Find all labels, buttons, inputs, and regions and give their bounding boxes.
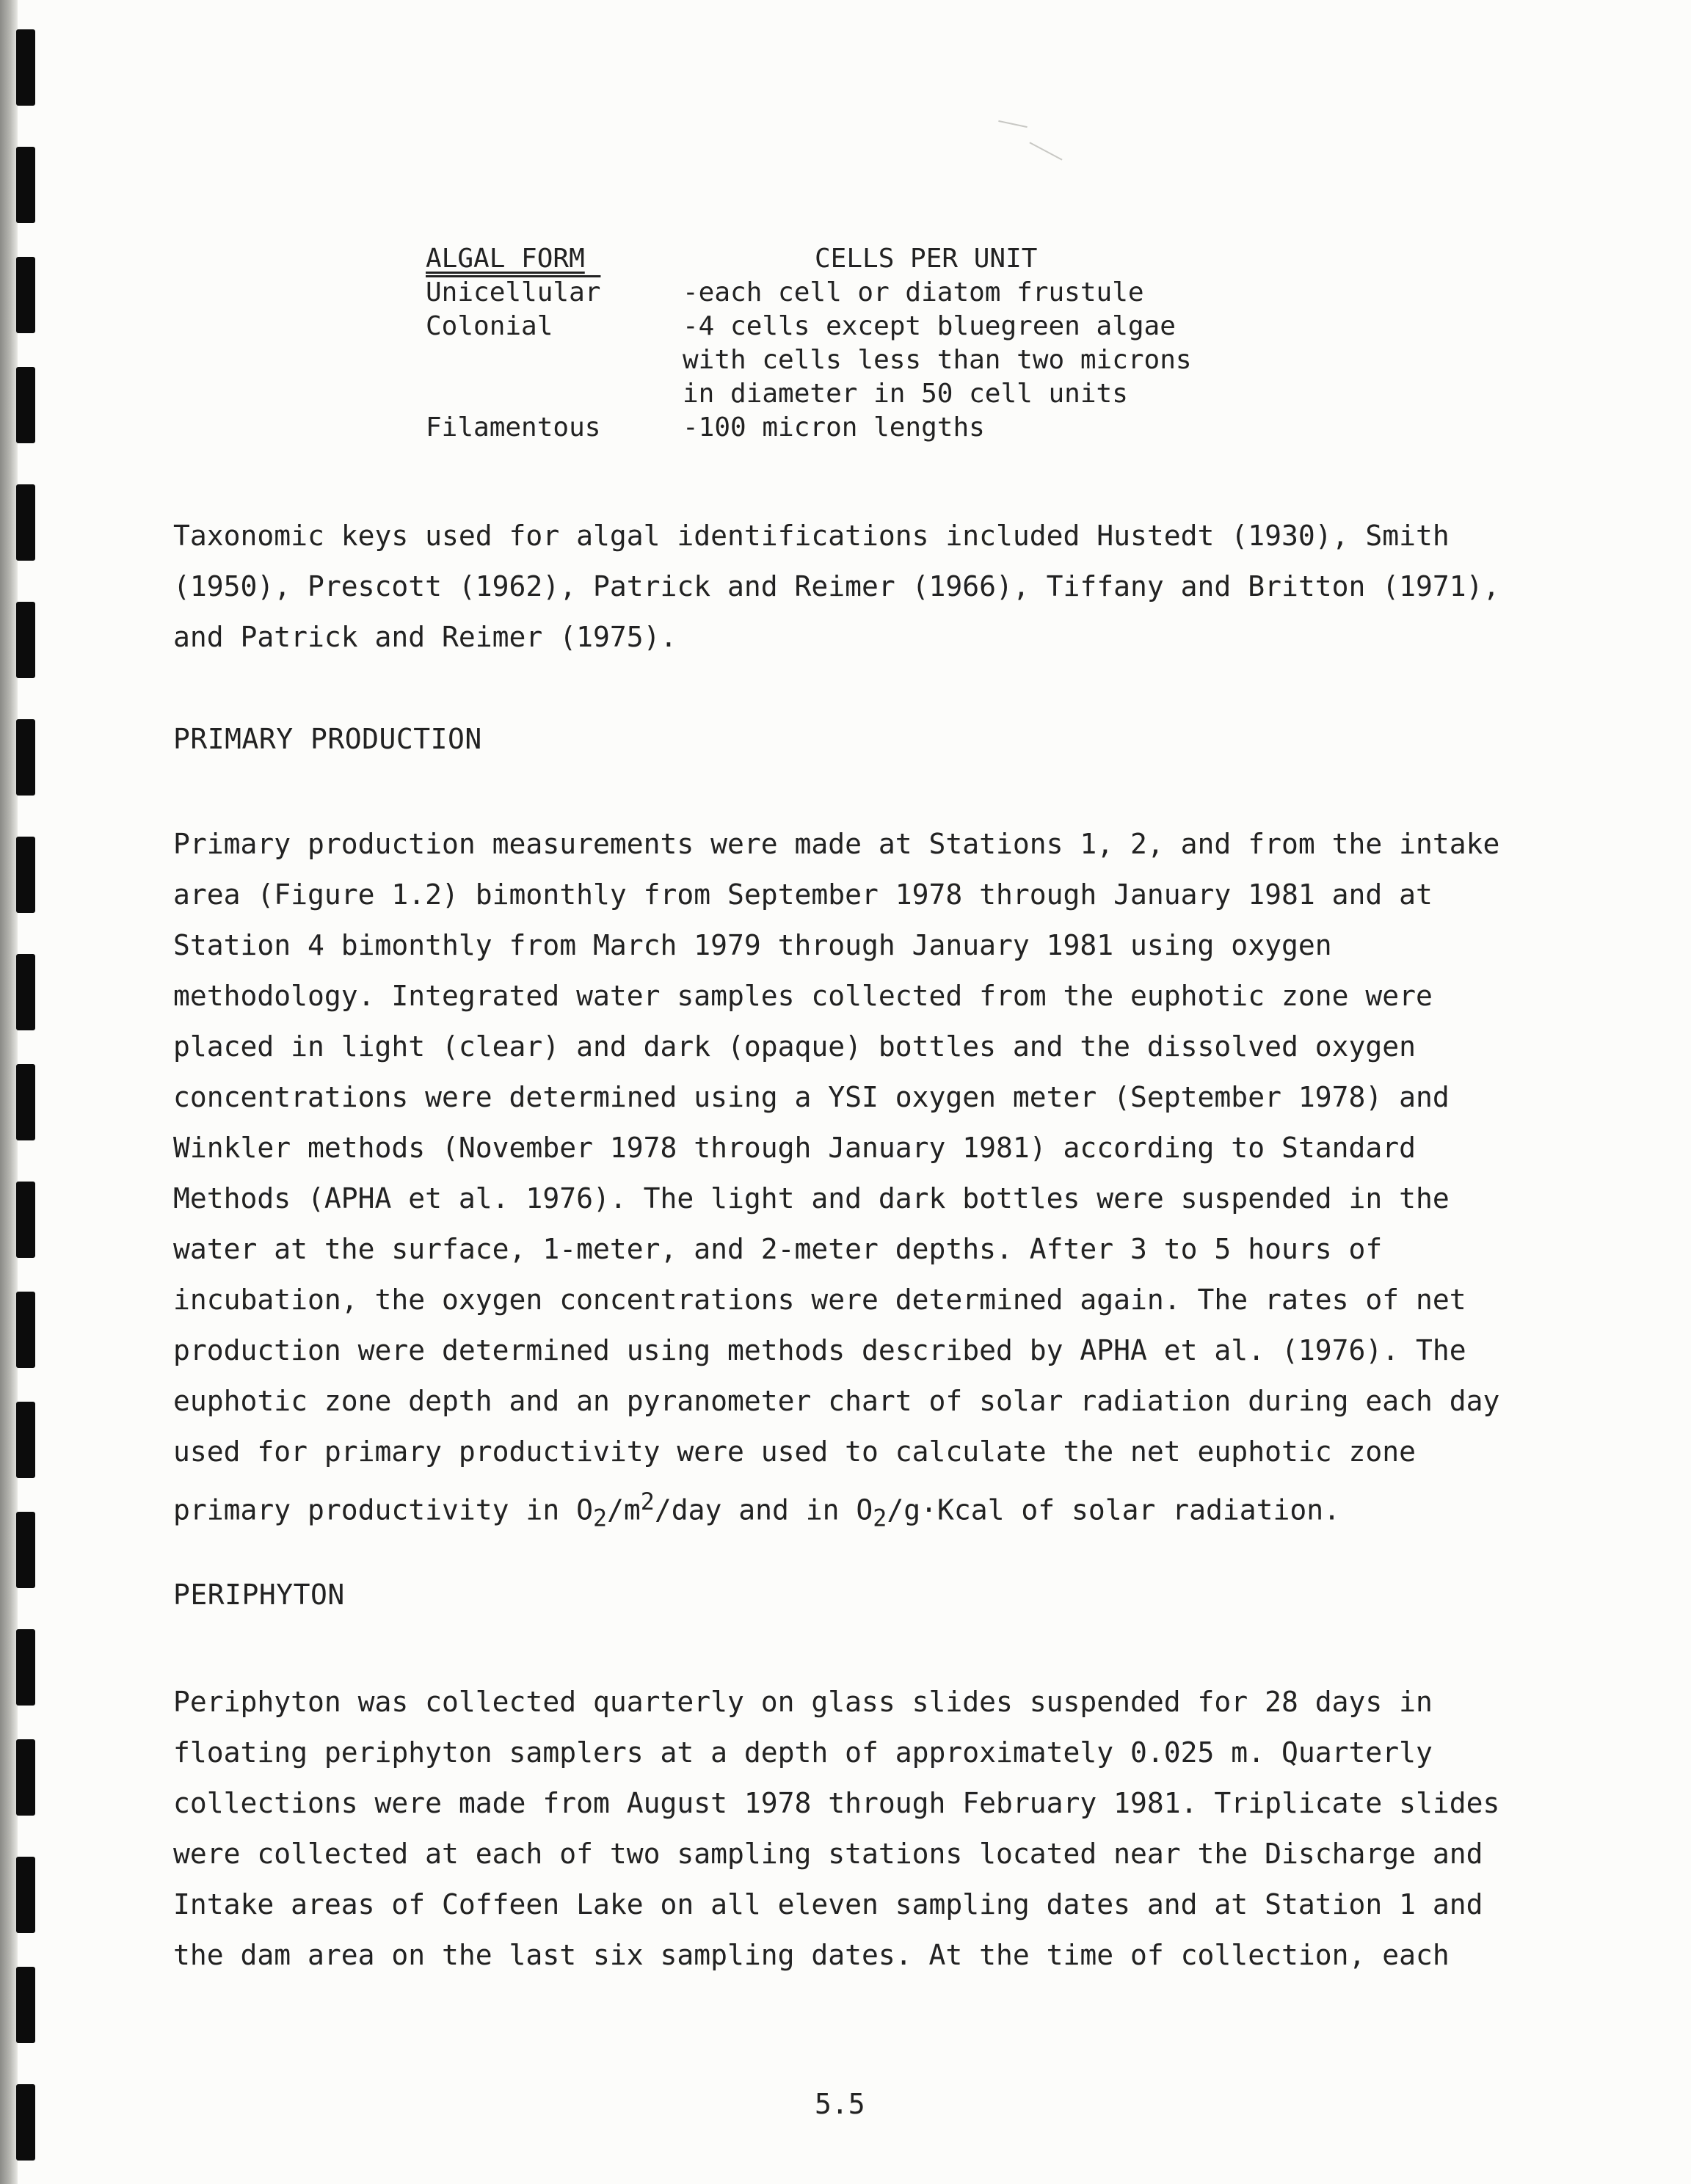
binder-hole — [16, 29, 35, 106]
binder-hole — [16, 837, 35, 913]
paragraph-line-units — [173, 1477, 1538, 1544]
paragraph-line: collections were made from August 1978 through February 1981. Triplicate slides — [173, 1787, 1500, 1819]
periphyton-heading: PERIPHYTON — [173, 1579, 345, 1611]
paragraph-line: area (Figure 1.2) bimonthly from September 1978 through January 1981 and at — [173, 878, 1433, 911]
paragraph-line: Intake areas of Coffeen Lake on all eleven sampling dates and at Station 1 and — [173, 1888, 1483, 1921]
periphyton-paragraph — [173, 1677, 1538, 1981]
paragraph-line: Winkler methods (November 1978 through January 1981) according to Standard — [173, 1132, 1416, 1164]
primary-production-heading: PRIMARY PRODUCTION — [173, 723, 482, 755]
binder-hole — [16, 147, 35, 223]
text-fragment: /g·Kcal of solar radiation. — [887, 1493, 1341, 1526]
paragraph-line: the dam area on the last six sampling dates. At the time of collection, each — [173, 1939, 1450, 1971]
binder-hole — [16, 1182, 35, 1258]
text-fragment: primary productivity in O — [173, 1493, 593, 1526]
text-fragment: /m — [607, 1493, 641, 1526]
binder-hole — [16, 1967, 35, 2043]
scan-edge — [0, 0, 18, 2184]
algal-form-cell: Unicellular — [426, 277, 601, 307]
paragraph-line: (1950), Prescott (1962), Patrick and Reimer (1966), Tiffany and Britton (1971), — [173, 570, 1500, 603]
paragraph-line: euphotic zone depth and an pyranometer chart of solar radiation during each day — [173, 1385, 1500, 1417]
paragraph-line: floating periphyton samplers at a depth of approximately 0.025 m. Quarterly — [173, 1736, 1433, 1769]
binder-hole — [16, 1512, 35, 1588]
primary-production-paragraph — [173, 819, 1538, 1544]
binder-hole — [16, 2084, 35, 2161]
binder-hole — [16, 1629, 35, 1706]
algal-form-table — [426, 242, 1306, 445]
scan-mark — [998, 120, 1028, 128]
paragraph-line: Station 4 bimonthly from March 1979 through January 1981 using oxygen — [173, 929, 1332, 961]
subscript: 2 — [873, 1505, 887, 1532]
paragraph-line: placed in light (clear) and dark (opaque) bottles and the dissolved oxygen — [173, 1030, 1416, 1063]
cells-per-unit-cell: -4 cells except bluegreen algae with cells less than two microns in diameter in 50 cell units — [683, 311, 1192, 409]
cells-per-unit-header: CELLS PER UNIT — [815, 244, 1038, 274]
algal-row-colonial — [426, 310, 1306, 411]
paragraph-line: Periphyton was collected quarterly on glass slides suspended for 28 days in — [173, 1686, 1433, 1718]
paragraph-line: production were determined using methods described by APHA et al. (1976). The — [173, 1334, 1466, 1366]
paragraph-line: Taxonomic keys used for algal identifications included Hustedt (1930), Smith — [173, 520, 1450, 552]
algal-form-cell: Colonial — [426, 311, 553, 341]
paragraph-line: and Patrick and Reimer (1975). — [173, 621, 677, 653]
subscript: 2 — [592, 1505, 608, 1532]
binder-hole — [16, 1402, 35, 1478]
paragraph-line: incubation, the oxygen concentrations were determined again. The rates of net — [173, 1284, 1466, 1316]
algal-form-header: ALGAL FORM — [426, 244, 585, 274]
scan-mark — [1029, 142, 1062, 160]
taxonomy-paragraph — [173, 511, 1538, 663]
text-fragment: /day and in O — [654, 1493, 873, 1526]
binder-holes — [16, 0, 37, 2184]
page-number: 5.5 — [815, 2088, 865, 2120]
binder-hole — [16, 1739, 35, 1816]
binder-hole — [16, 484, 35, 561]
algal-row-unicellular — [426, 276, 1306, 310]
binder-hole — [16, 1292, 35, 1368]
paragraph-line: were collected at each of two sampling stations located near the Discharge and — [173, 1838, 1483, 1870]
paragraph-line: Primary production measurements were made at Stations 1, 2, and from the intake — [173, 828, 1500, 860]
algal-row-filamentous — [426, 411, 1306, 445]
binder-hole — [16, 602, 35, 678]
binder-hole — [16, 954, 35, 1030]
binder-hole — [16, 367, 35, 443]
binder-hole — [16, 719, 35, 796]
algal-table-header — [426, 242, 1306, 276]
binder-hole — [16, 257, 35, 333]
paragraph-line: methodology. Integrated water samples collected from the euphotic zone were — [173, 980, 1433, 1012]
superscript: 2 — [640, 1489, 655, 1515]
cells-per-unit-cell: -each cell or diatom frustule — [683, 277, 1144, 307]
paragraph-line: concentrations were determined using a YSI oxygen meter (September 1978) and — [173, 1081, 1450, 1113]
algal-form-cell: Filamentous — [426, 412, 601, 443]
paragraph-line: Methods (APHA et al. 1976). The light and dark bottles were suspended in the — [173, 1182, 1450, 1215]
paragraph-line: used for primary productivity were used to calculate the net euphotic zone — [173, 1435, 1416, 1468]
binder-hole — [16, 1064, 35, 1140]
binder-hole — [16, 1857, 35, 1933]
cells-per-unit-cell: -100 micron lengths — [683, 412, 985, 443]
paragraph-line: water at the surface, 1-meter, and 2-meter depths. After 3 to 5 hours of — [173, 1233, 1383, 1265]
